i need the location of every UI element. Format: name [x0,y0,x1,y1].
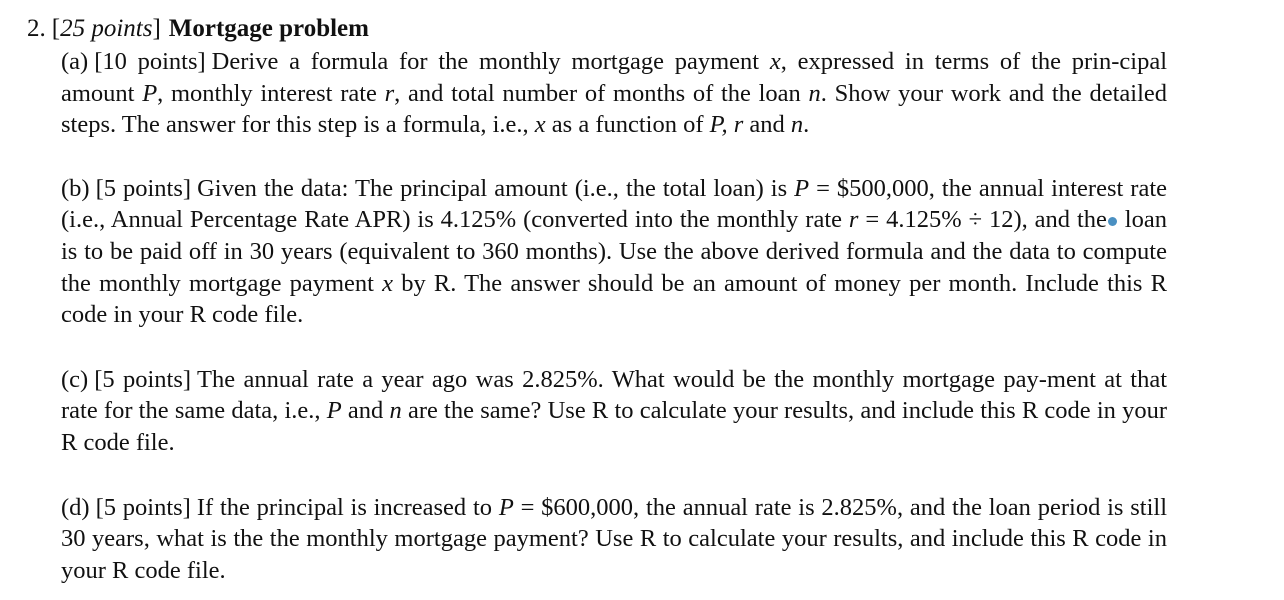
part-a-text: as a function of [545,111,710,139]
question-2 [27,12,1167,586]
part-d-label: (d) [61,493,90,521]
var-x: x [769,48,781,75]
var-n: n [808,79,821,107]
question-points: [25 points] [51,15,161,42]
part-d-text: = $600,000, the annual rate is 2.825%, and the loan period is still 30 years, what is the the monthly mortgage payment? Use R to calculate your results, and include this R code in your R code file. [61,493,1167,584]
part-a-text: , and total number of months of the loan [394,79,809,107]
var-r: r [848,206,859,234]
part-c-text: are the same? Use R to calculate your results, and include this R code in your R code file. [61,397,1167,456]
part-b-text: = 4.125% ÷ 12), and the [858,206,1107,234]
var-p-r: P, r [709,111,744,139]
part-b-label: (b) [61,174,90,202]
var-r: r [384,79,395,107]
part-a-text: . [803,111,810,139]
cursor-dot-icon [1108,217,1117,226]
part-b [61,173,1167,331]
var-n: n [790,111,804,139]
part-b-text: Given the data: The principal amount (i.e., the total loan) is [197,174,795,202]
question-title: Mortgage problem [168,15,369,42]
part-b-text: loan is to be paid off in 30 years (equivalent to 360 months). Use the above derived formula and the data to compute the monthly mortgage payment [61,206,1167,297]
question-body [61,46,1167,586]
var-n: n [389,397,402,425]
part-a-points: [10 points] [94,48,206,75]
part-a-text: Derive a formula for the monthly mortgage payment [211,48,770,75]
var-p: P [498,493,514,521]
part-c [61,364,1167,459]
part-a-text: , expressed in terms of the prin-cipal amount [61,48,1167,107]
part-d-text: If the principal is increased to [196,493,499,521]
question-heading [27,12,1167,46]
var-p: P [794,174,810,202]
part-b-points: [5 points] [95,174,192,202]
part-d-points: [5 points] [95,493,191,521]
part-c-text: The annual rate a year ago was 2.825%. What would be the monthly mortgage pay-ment at that rate for the same data, i.e., [61,365,1168,425]
part-b-text: by R. The answer should be an amount of money per month. Include this R code in your R code file. [61,269,1167,329]
var-p: P [326,397,342,425]
part-c-text: and [341,397,390,425]
part-a-text: . Show your work and the detailed steps. The answer for this step is a formula, i.e., [61,79,1168,139]
question-number: 2. [27,15,46,42]
part-a-text: and [743,111,791,139]
part-a [61,46,1167,141]
part-c-label: (c) [61,365,89,393]
part-a-text: , monthly interest rate [157,79,385,107]
part-b-text: = $500,000, the annual interest rate (i.e., Annual Percentage Rate APR) is 4.125% (converted into the monthly rate [61,174,1167,234]
var-x: x [534,111,546,139]
var-x: x [382,269,394,297]
part-d [61,492,1167,587]
var-p: P [142,79,158,107]
part-a-label: (a) [61,48,89,75]
part-c-points: [5 points] [94,365,192,393]
